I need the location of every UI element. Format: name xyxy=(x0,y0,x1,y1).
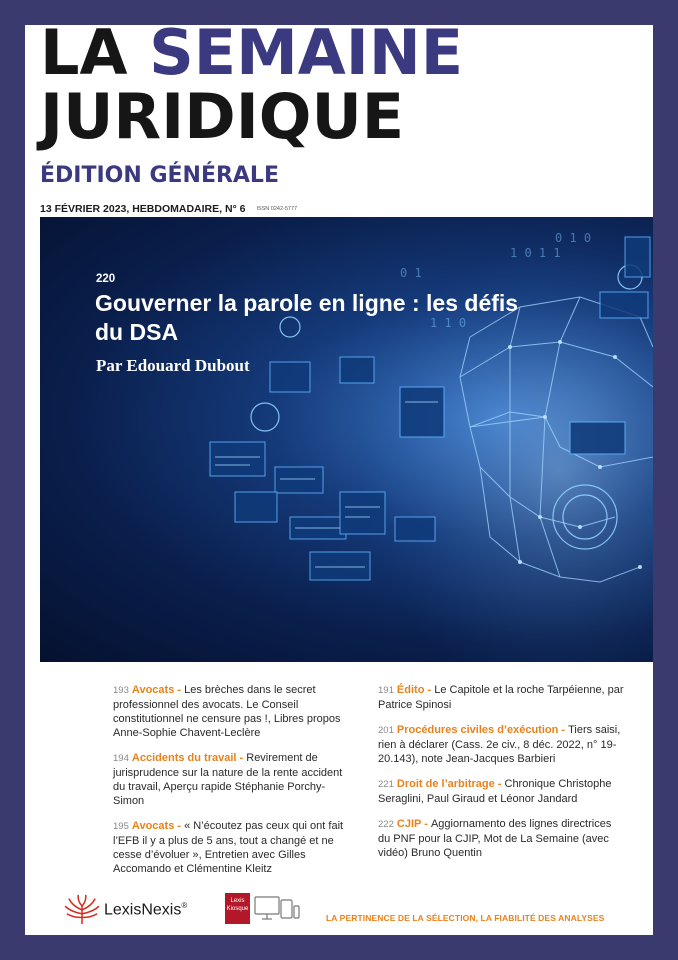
item-separator: - xyxy=(494,778,505,790)
hero-image xyxy=(40,217,653,662)
svg-text:0 1: 0 1 xyxy=(400,266,422,280)
tagline: LA PERTINENCE DE LA SÉLECTION, LA FIABILITÉ DES ANALYSES xyxy=(326,913,605,923)
svg-text:1 1 0: 1 1 0 xyxy=(430,316,467,330)
contents-item xyxy=(378,817,624,860)
masthead-semaine: SEMAINE xyxy=(149,16,464,89)
contents-item xyxy=(378,683,624,712)
item-number: 193 xyxy=(113,685,129,696)
dateline xyxy=(40,203,297,215)
item-number: 201 xyxy=(378,725,394,736)
item-separator: - xyxy=(174,684,185,696)
item-separator: - xyxy=(421,818,431,830)
item-number: 194 xyxy=(113,753,129,764)
hero-illustration xyxy=(40,217,653,662)
contents-left-column xyxy=(113,683,345,887)
item-text: Tiers saisi, rien à déclarer (Cass. 2e civ., 8 déc. 2022, n° 19-20.143), note Jean-Jacques Barbieri xyxy=(378,724,621,765)
contents-item xyxy=(113,751,345,808)
item-separator: - xyxy=(424,684,435,696)
item-section: Édito xyxy=(396,684,425,696)
contents-item xyxy=(378,723,624,766)
lead-article-author: Par Edouard Dubout xyxy=(96,356,250,375)
contents-right-column xyxy=(378,683,624,871)
item-number: 222 xyxy=(378,819,394,830)
item-section: Accidents du travail xyxy=(131,752,237,764)
item-number: 195 xyxy=(113,821,129,832)
lexisnexis-logo xyxy=(104,901,187,919)
item-section: CJIP xyxy=(396,818,422,830)
svg-text:1 0 1 1: 1 0 1 1 xyxy=(510,246,561,260)
kiosque-line-1: Lexis xyxy=(230,898,245,904)
lead-article-number: 220 xyxy=(96,273,116,285)
masthead-juridique: JURIDIQUE xyxy=(40,80,405,153)
item-section: Droit de l’arbitrage xyxy=(396,778,495,790)
devices-icon xyxy=(254,894,300,926)
item-separator: - xyxy=(236,752,247,764)
masthead-line-1 xyxy=(40,16,464,89)
item-number: 191 xyxy=(378,685,394,696)
item-section: Avocats xyxy=(131,684,175,696)
lead-article-title: Gouverner la parole en ligne : les défis du DSA xyxy=(95,290,519,345)
contents-item xyxy=(113,819,345,876)
issn: ISSN 0242-5777 xyxy=(256,206,298,213)
item-text: Revirement de jurisprudence sur la nature de la rente accident du travail, Aperçu rapide Stéphanie Porchy-Simon xyxy=(113,752,343,807)
item-separator: - xyxy=(174,820,185,832)
contents-item xyxy=(113,683,345,740)
svg-text:0 1 0: 0 1 0 xyxy=(555,231,592,245)
contents-item xyxy=(378,777,624,806)
item-text: « N’écoutez pas ceux qui ont fait l’EFB il y a plus de 5 ans, tout a changé et ne cesse d’évoluer », Entretien avec Gilles Accomando et Clémentine Kleitz xyxy=(113,820,344,875)
lexis-kiosque-badge xyxy=(225,893,250,924)
item-section: Procédures civiles d’exécution xyxy=(396,724,559,736)
item-text: Les brèches dans le secret professionnel des avocats. Le Conseil constitutionnel ne censure pas !, Libres propos Anne-Sophie Chavent-Leclère xyxy=(113,684,341,739)
registered-mark: ® xyxy=(181,901,188,910)
masthead-la: LA xyxy=(40,16,128,89)
item-section: Avocats xyxy=(131,820,175,832)
edition-label: ÉDITION GÉNÉRALE xyxy=(40,163,279,188)
item-text: Aggiornamento des lignes directrices du PNF pour la CJIP, Mot de La Semaine (avec vidéo) Bruno Quentin xyxy=(378,818,612,859)
brand-name: LexisNexis xyxy=(104,901,182,919)
item-text: Chronique Christophe Seraglini, Paul Giraud et Léonor Jandard xyxy=(378,778,612,805)
lexisnexis-tree-icon xyxy=(62,893,102,925)
kiosque-line-2: Kiosque xyxy=(226,906,249,912)
item-text: Le Capitole et la roche Tarpéienne, par Patrice Spinosi xyxy=(378,684,624,711)
issue-date: 13 FÉVRIER 2023, HEBDOMADAIRE, N° 6 xyxy=(40,203,246,215)
item-separator: - xyxy=(558,724,569,736)
item-number: 221 xyxy=(378,779,394,790)
